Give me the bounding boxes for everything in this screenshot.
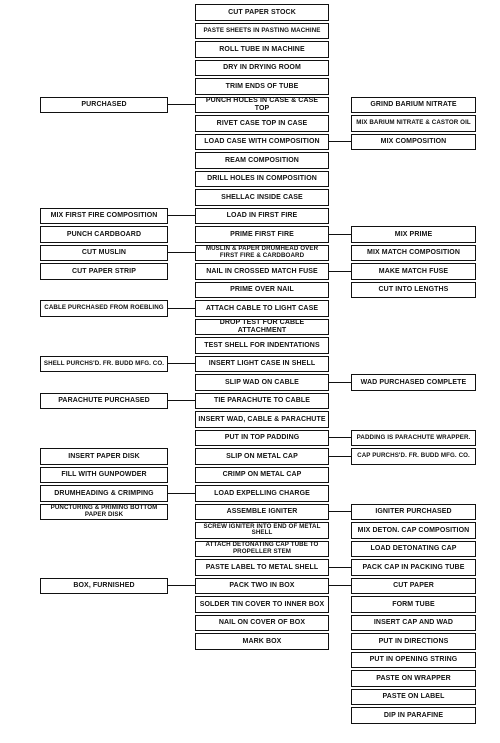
main-step-box: LOAD IN FIRST FIRE xyxy=(195,208,329,225)
connector-line xyxy=(329,382,351,383)
right-step-box: CAP PURCHS'D. FR. BUDD MFG. CO. xyxy=(351,448,476,465)
right-step-box: MIX MATCH COMPOSITION xyxy=(351,245,476,262)
main-step-box: CUT PAPER STOCK xyxy=(195,4,329,21)
main-step-box: PASTE SHEETS IN PASTING MACHINE xyxy=(195,23,329,40)
right-step-box: PACK CAP IN PACKING TUBE xyxy=(351,559,476,576)
connector-line xyxy=(168,252,195,253)
right-step-box: FORM TUBE xyxy=(351,596,476,613)
main-step-box: REAM COMPOSITION xyxy=(195,152,329,169)
connector-line xyxy=(168,104,195,105)
main-step-box: TRIM ENDS OF TUBE xyxy=(195,78,329,95)
right-step-box: GRIND BARIUM NITRATE xyxy=(351,97,476,114)
main-step-box: SOLDER TIN COVER TO INNER BOX xyxy=(195,596,329,613)
connector-line xyxy=(168,400,195,401)
left-step-box: PUNCTURING & PRIMING BOTTOM PAPER DISK xyxy=(40,504,168,521)
right-step-box: PASTE ON WRAPPER xyxy=(351,670,476,687)
main-step-box: DROP TEST FOR CABLE ATTACHMENT xyxy=(195,319,329,336)
left-step-box: CABLE PURCHASED FROM ROEBLING xyxy=(40,300,168,317)
right-step-box: PUT IN OPENING STRING xyxy=(351,652,476,669)
left-step-box: DRUMHEADING & CRIMPING xyxy=(40,485,168,502)
left-step-box: BOX, FURNISHED xyxy=(40,578,168,595)
main-step-box: ATTACH CABLE TO LIGHT CASE xyxy=(195,300,329,317)
main-step-box: INSERT WAD, CABLE & PARACHUTE xyxy=(195,411,329,428)
main-step-box: LOAD CASE WITH COMPOSITION xyxy=(195,134,329,151)
right-step-box: LOAD DETONATING CAP xyxy=(351,541,476,558)
connector-line xyxy=(168,215,195,216)
main-step-box: MARK BOX xyxy=(195,633,329,650)
connector-line xyxy=(329,511,351,512)
connector-line xyxy=(329,437,351,438)
main-step-box: ATTACH DETONATING CAP TUBE TO PROPELLER STEM xyxy=(195,541,329,558)
right-step-box: PADDING IS PARACHUTE WRAPPER. xyxy=(351,430,476,447)
left-step-box: PUNCH CARDBOARD xyxy=(40,226,168,243)
left-step-box: CUT MUSLIN xyxy=(40,245,168,262)
left-step-box: CUT PAPER STRIP xyxy=(40,263,168,280)
main-step-box: NAIL ON COVER OF BOX xyxy=(195,615,329,632)
connector-line xyxy=(329,567,351,568)
left-step-box: INSERT PAPER DISK xyxy=(40,448,168,465)
main-step-box: DRILL HOLES IN COMPOSITION xyxy=(195,171,329,188)
left-step-box: MIX FIRST FIRE COMPOSITION xyxy=(40,208,168,225)
right-step-box: MAKE MATCH FUSE xyxy=(351,263,476,280)
right-step-box: IGNITER PURCHASED xyxy=(351,504,476,521)
main-step-box: ROLL TUBE IN MACHINE xyxy=(195,41,329,58)
left-step-box: PARACHUTE PURCHASED xyxy=(40,393,168,410)
right-step-box: DIP IN PARAFINE xyxy=(351,707,476,724)
left-step-box: PURCHASED xyxy=(40,97,168,114)
main-step-box: PRIME OVER NAIL xyxy=(195,282,329,299)
right-step-box: MIX BARIUM NITRATE & CASTOR OIL xyxy=(351,115,476,132)
main-step-box: TEST SHELL FOR INDENTATIONS xyxy=(195,337,329,354)
main-step-box: LOAD EXPELLING CHARGE xyxy=(195,485,329,502)
right-step-box: INSERT CAP AND WAD xyxy=(351,615,476,632)
main-step-box: CRIMP ON METAL CAP xyxy=(195,467,329,484)
main-step-box: DRY IN DRYING ROOM xyxy=(195,60,329,77)
left-step-box: SHELL PURCHS'D. FR. BUDD MFG. CO. xyxy=(40,356,168,373)
main-step-box: SHELLAC INSIDE CASE xyxy=(195,189,329,206)
main-step-box: NAIL IN CROSSED MATCH FUSE xyxy=(195,263,329,280)
main-step-box: SCREW IGNITER INTO END OF METAL SHELL xyxy=(195,522,329,539)
connector-line xyxy=(329,271,351,272)
main-step-box: INSERT LIGHT CASE IN SHELL xyxy=(195,356,329,373)
main-step-box: SLIP WAD ON CABLE xyxy=(195,374,329,391)
main-step-box: ASSEMBLE IGNITER xyxy=(195,504,329,521)
right-step-box: WAD PURCHASED COMPLETE xyxy=(351,374,476,391)
connector-line xyxy=(168,308,195,309)
main-step-box: PASTE LABEL TO METAL SHELL xyxy=(195,559,329,576)
main-step-box: PUNCH HOLES IN CASE & CASE TOP xyxy=(195,97,329,114)
right-step-box: PASTE ON LABEL xyxy=(351,689,476,706)
main-step-box: MUSLIN & PAPER DRUMHEAD OVER FIRST FIRE & CARDBOARD xyxy=(195,245,329,262)
connector-line xyxy=(329,585,351,586)
connector-line xyxy=(168,363,195,364)
right-step-box: PUT IN DIRECTIONS xyxy=(351,633,476,650)
right-step-box: CUT PAPER xyxy=(351,578,476,595)
main-step-box: PRIME FIRST FIRE xyxy=(195,226,329,243)
main-step-box: TIE PARACHUTE TO CABLE xyxy=(195,393,329,410)
right-step-box: MIX PRIME xyxy=(351,226,476,243)
left-step-box: FILL WITH GUNPOWDER xyxy=(40,467,168,484)
right-step-box: MIX DETON. CAP COMPOSITION xyxy=(351,522,476,539)
connector-line xyxy=(168,493,195,494)
main-step-box: PACK TWO IN BOX xyxy=(195,578,329,595)
main-step-box: SLIP ON METAL CAP xyxy=(195,448,329,465)
main-step-box: PUT IN TOP PADDING xyxy=(195,430,329,447)
connector-line xyxy=(329,234,351,235)
right-step-box: MIX COMPOSITION xyxy=(351,134,476,151)
connector-line xyxy=(329,456,351,457)
main-step-box: RIVET CASE TOP IN CASE xyxy=(195,115,329,132)
connector-line xyxy=(329,141,351,142)
right-step-box: CUT INTO LENGTHS xyxy=(351,282,476,299)
connector-line xyxy=(168,585,195,586)
